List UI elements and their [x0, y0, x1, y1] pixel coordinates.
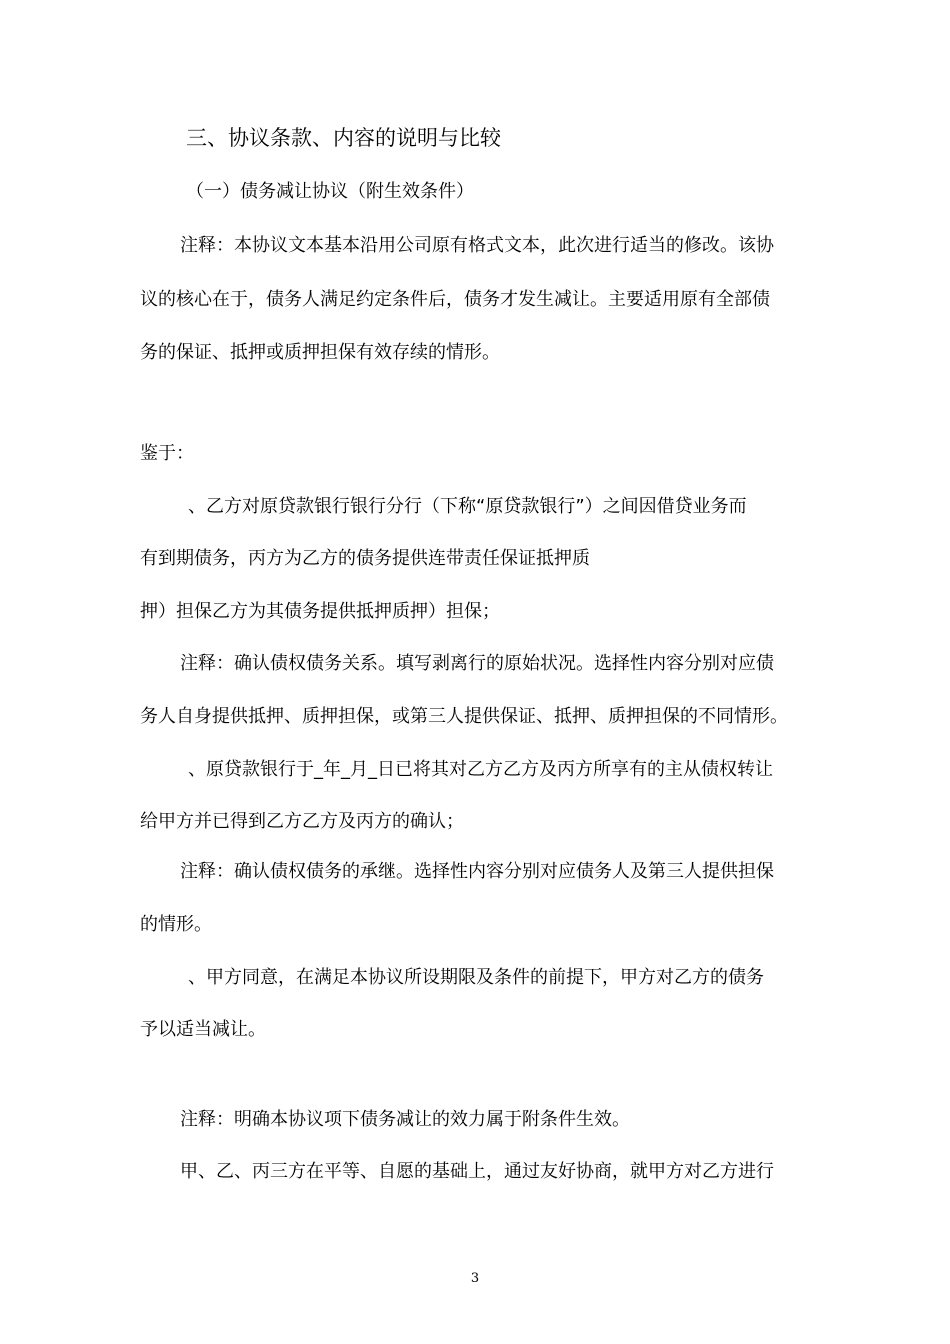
subsection-title: （一）债务减让协议（附生效条件）: [186, 181, 474, 202]
paragraph-line: 予以适当减让。: [140, 1019, 266, 1040]
paragraph-line: 的情形。: [140, 914, 212, 935]
closing-paragraph-line: 甲、乙、丙三方在平等、自愿的基础上，通过友好协商，就甲方对乙方进行: [180, 1161, 774, 1182]
paragraph-line: 注释：确认债权债务的承继。选择性内容分别对应债务人及第三人提供担保: [180, 861, 774, 882]
paragraph-line: 、乙方对原贷款银行银行分行（下称“原贷款银行”）之间因借贷业务而: [188, 496, 747, 517]
paragraph-line: 押）担保乙方为其债务提供抵押质押）担保；: [140, 601, 500, 622]
page-number: 3: [470, 1271, 480, 1286]
paragraph-line: 给甲方并已得到乙方乙方及丙方的确认；: [140, 811, 464, 832]
paragraph-line: 务人自身提供抵押、质押担保，或第三人提供保证、抵押、质押担保的不同情形。: [140, 706, 788, 727]
whereas-label: 鉴于：: [140, 443, 194, 464]
paragraph-line: 有到期债务，丙方为乙方的债务提供连带责任保证抵押质: [140, 548, 590, 569]
paragraph-line: 、甲方同意，在满足本协议所设期限及条件的前提下，甲方对乙方的债务: [188, 967, 764, 988]
paragraph-line: 、原贷款银行于_年_月_日已将其对乙方乙方及丙方所享有的主从债权转让: [188, 759, 773, 780]
paragraph-line: 注释：本协议文本基本沿用公司原有格式文本，此次进行适当的修改。该协: [180, 235, 774, 256]
paragraph-line: 务的保证、抵押或质押担保有效存续的情形。: [140, 342, 500, 363]
paragraph-line: 议的核心在于，债务人满足约定条件后，债务才发生减让。主要适用原有全部债: [140, 289, 770, 310]
note-paragraph-4: 注释：明确本协议项下债务减让的效力属于附条件生效。: [180, 1109, 630, 1130]
paragraph-line: 注释：确认债权债务关系。填写剥离行的原始状况。选择性内容分别对应债: [180, 653, 774, 674]
section-title: 三、协议条款、内容的说明与比较: [186, 126, 501, 150]
